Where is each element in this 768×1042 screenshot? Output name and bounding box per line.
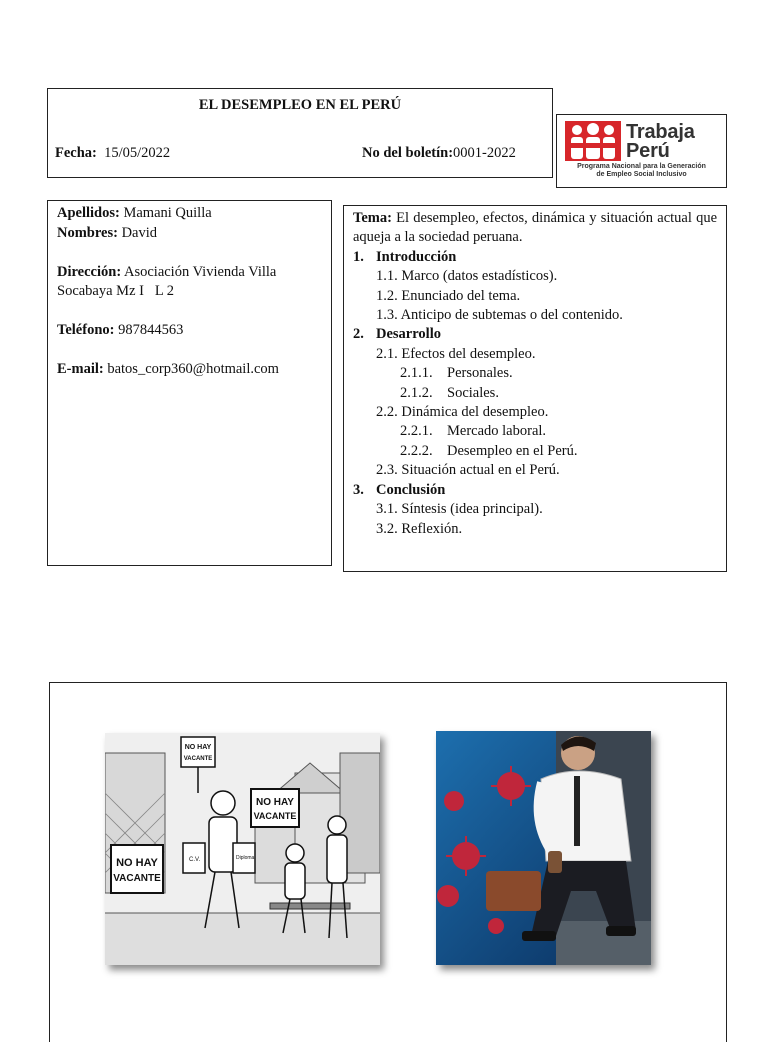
unemployment-cartoon-image — [105, 733, 380, 965]
logo-subtitle — [563, 163, 720, 179]
svg-text:C.V.: C.V. — [189, 857, 201, 863]
names-value: David — [121, 224, 158, 241]
images-panel — [49, 682, 727, 1042]
outline-item: 3. Conclusión — [353, 481, 446, 498]
topic-label: Tema: — [353, 210, 392, 226]
bulletin-value: 0001-2022 — [453, 145, 516, 161]
surname-row — [57, 204, 322, 224]
bulletin-number-field — [362, 145, 516, 162]
no-vacancy-sign — [251, 789, 299, 827]
outline-item: 2.1.2. Sociales. — [400, 384, 499, 401]
outline-item: 2.2.1. Mercado laboral. — [400, 423, 547, 440]
outline-item: 2. Desarrollo — [353, 326, 441, 343]
outline-item: 2.1. Efectos del desempleo. — [376, 345, 536, 362]
surname-value: Mamani Quilla — [123, 205, 212, 221]
outline-item: 2.2. Dinámica del desempleo. — [376, 404, 549, 421]
no-vacancy-sign — [111, 845, 163, 893]
outline-item: 1.2. Enunciado del tema. — [376, 287, 521, 304]
svg-text:NO HAY: NO HAY — [256, 797, 294, 808]
svg-text:VACANTE: VACANTE — [113, 873, 161, 884]
outline-item: 2.1.1. Personales. — [400, 365, 513, 382]
trabaja-peru-logo — [556, 114, 727, 188]
topic-box — [343, 205, 727, 572]
names-label: Nombres: — [57, 224, 118, 241]
outline-item: 1. Introducción — [353, 248, 457, 265]
topic-outline — [353, 248, 717, 539]
outline-item: 3.2. Reflexión. — [376, 520, 463, 537]
logo-title-line1: Trabaja — [626, 121, 695, 143]
names-row — [57, 224, 322, 244]
svg-text:NO HAY: NO HAY — [116, 857, 158, 869]
outline-item: 1.1. Marco (datos estadísticos). — [376, 268, 558, 285]
outline-item: 3.1. Síntesis (idea principal). — [376, 501, 543, 518]
people-logo-icon — [565, 121, 621, 161]
address-label: Dirección: — [57, 263, 122, 280]
logo-subtitle-line2: de Empleo Social Inclusivo — [596, 171, 687, 178]
email-row — [57, 360, 322, 380]
email-value: batos_corp360@hotmail.com — [107, 361, 279, 377]
logo-subtitle-line1: Programa Nacional para la Generación — [577, 163, 706, 170]
phone-row — [57, 321, 322, 341]
outline-item: 1.3. Anticipo de subtemas o del contenido. — [376, 307, 623, 324]
bulletin-label: No del boletín: — [362, 145, 454, 161]
address-value: Asociación Vivienda Villa Socabaya Mz I L 2 — [57, 263, 280, 299]
document-title: EL DESEMPLEO EN EL PERÚ — [198, 97, 402, 113]
phone-label: Teléfono: — [57, 322, 115, 338]
phone-value: 987844563 — [118, 322, 184, 338]
worried-worker-photo — [436, 731, 651, 965]
surname-label: Apellidos: — [57, 205, 120, 221]
svg-text:Diploma: Diploma — [236, 855, 255, 861]
svg-text:VACANTE: VACANTE — [183, 756, 213, 762]
svg-text:VACANTE: VACANTE — [253, 811, 297, 821]
date-value: 15/05/2022 — [104, 145, 171, 161]
topic-text: El desempleo, efectos, dinámica y situación actual que aqueja a la sociedad peruana. — [353, 210, 718, 246]
date-field — [55, 145, 170, 162]
logo-title-line2: Perú — [626, 140, 670, 162]
svg-text:NO HAY: NO HAY — [184, 744, 212, 751]
address-row — [57, 263, 322, 302]
date-label: Fecha: — [55, 145, 97, 161]
outline-item: 2.2.2. Desempleo en el Perú. — [400, 442, 578, 459]
topic-statement — [353, 209, 717, 248]
email-label: E-mail: — [57, 361, 104, 377]
personal-info-box — [47, 200, 332, 566]
bulletin-header — [47, 88, 553, 178]
outline-item: 2.3. Situación actual en el Perú. — [376, 462, 560, 479]
